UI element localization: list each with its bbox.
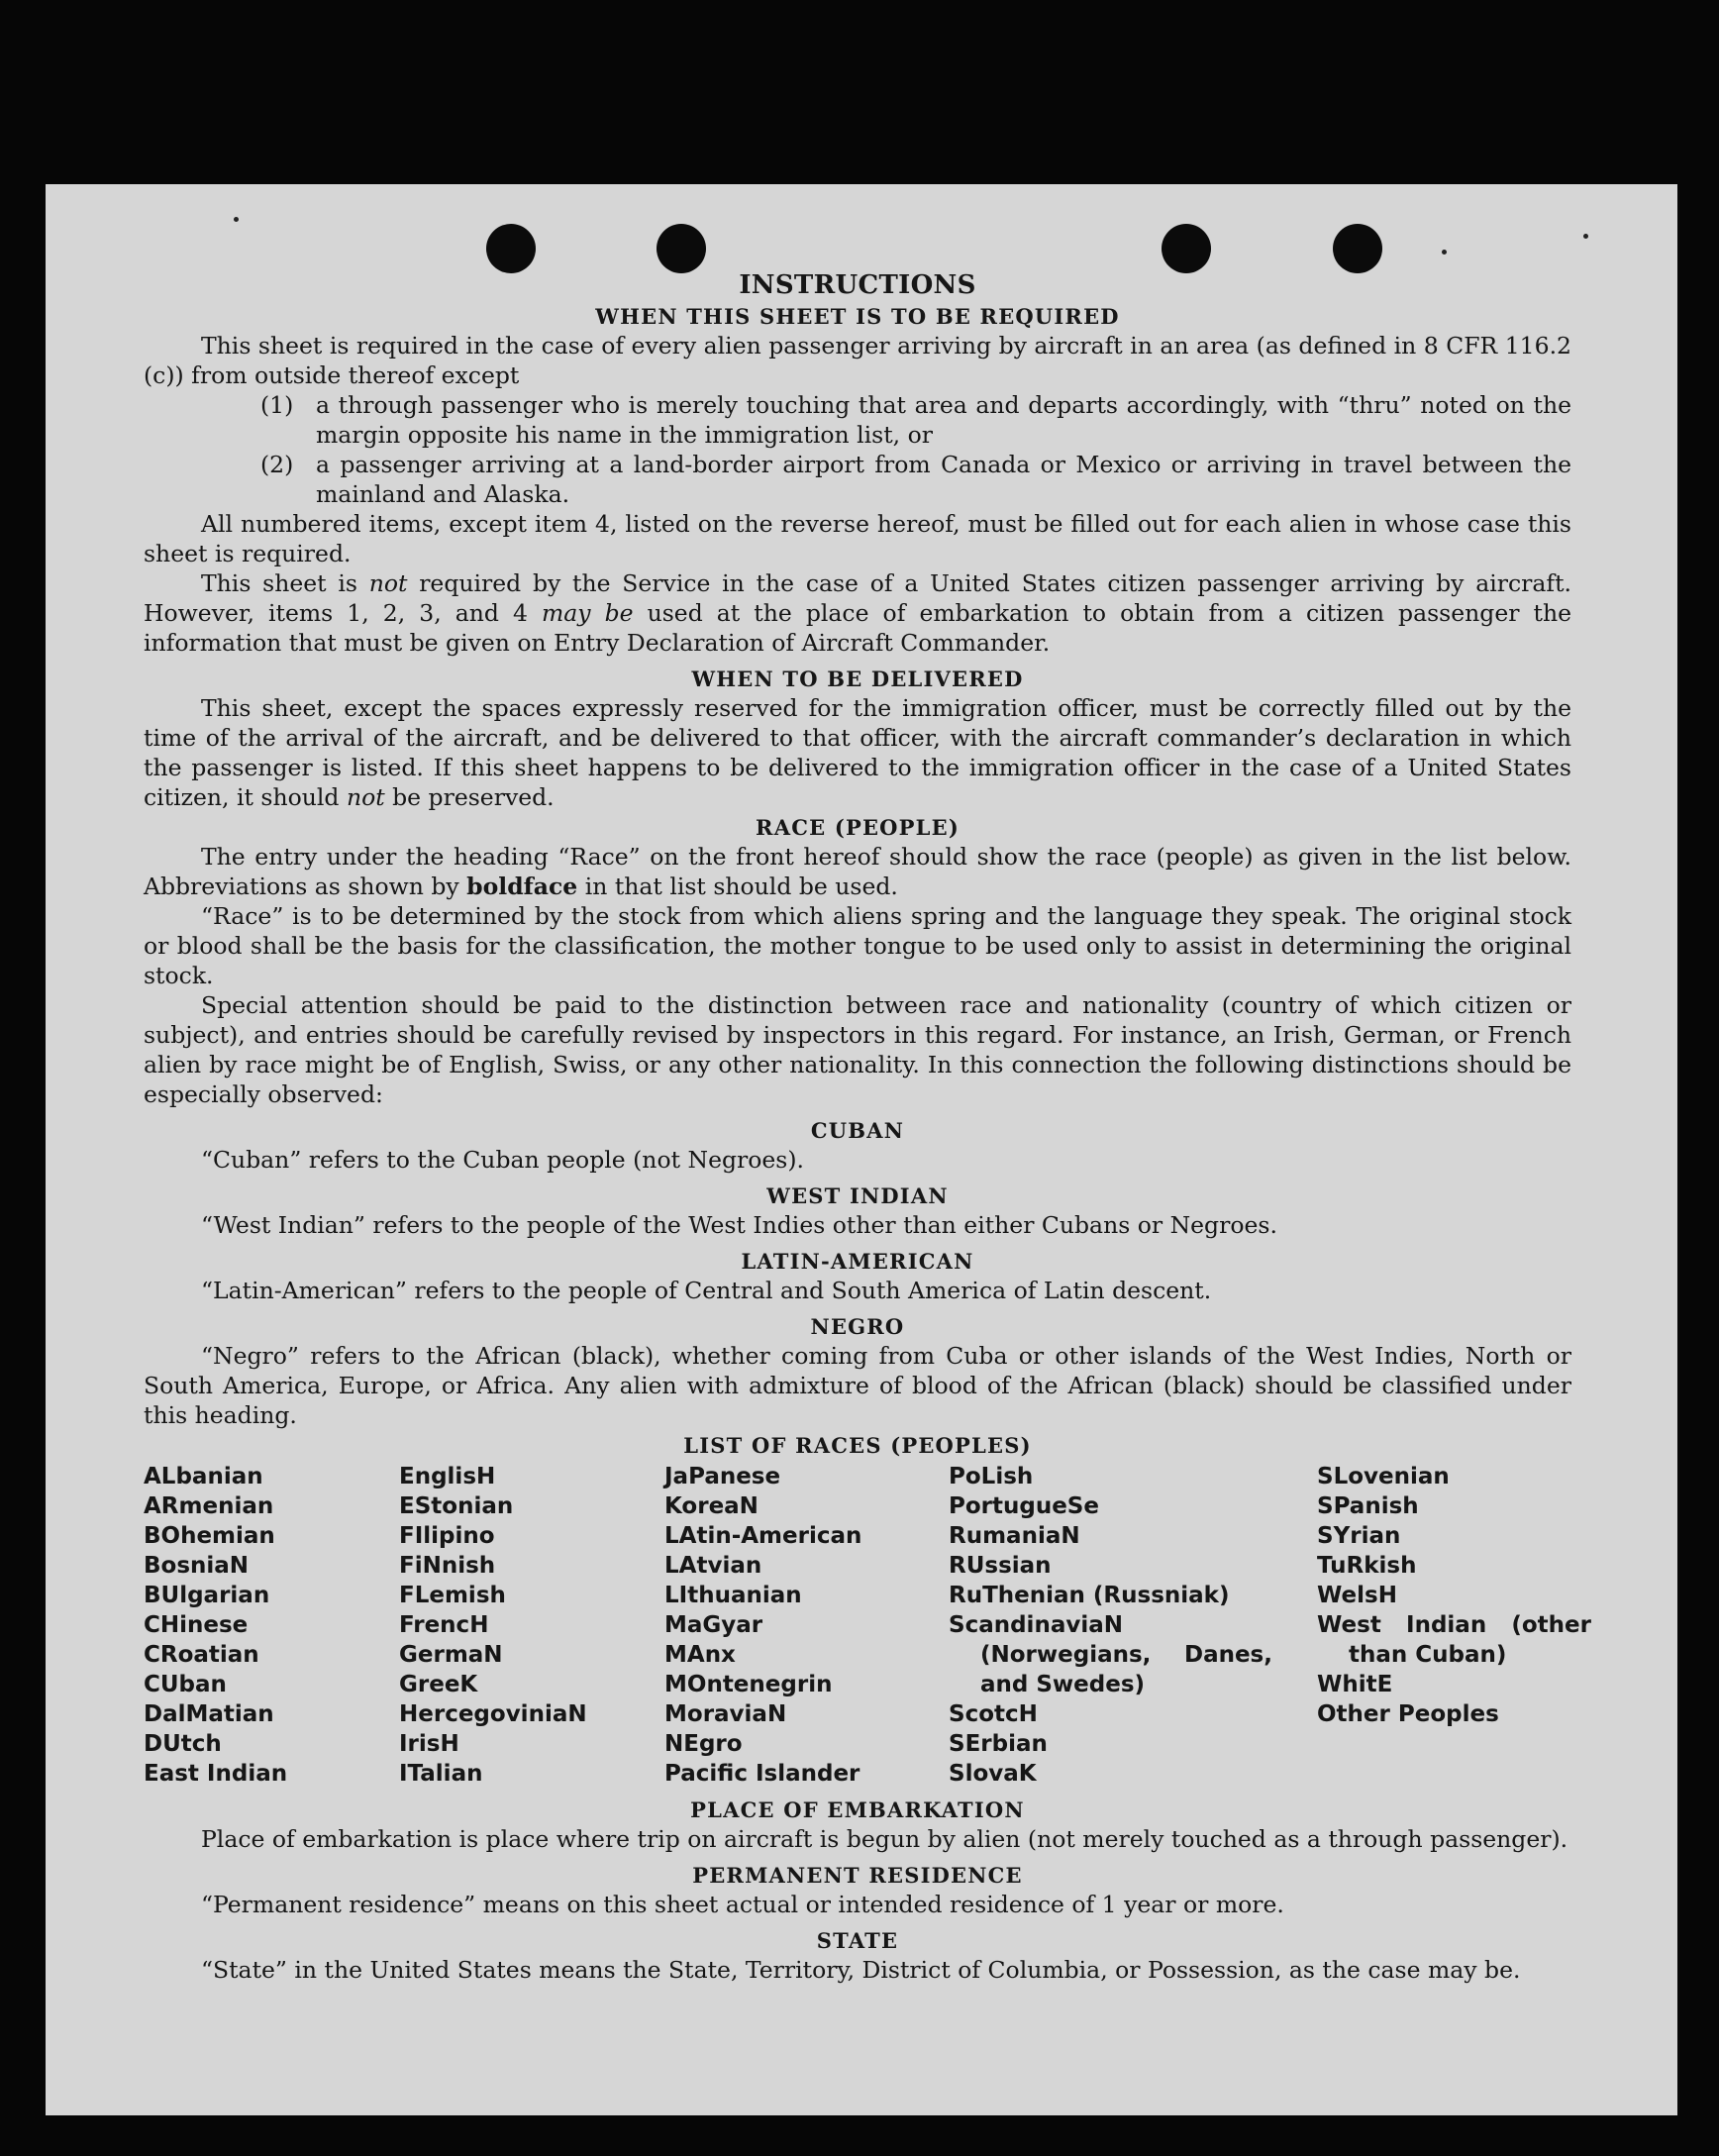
heading-state: STATE — [816, 1928, 899, 1953]
numbered-item — [260, 390, 1571, 450]
race-item: LAtin-American — [664, 1523, 862, 1549]
page-title: INSTRUCTIONS — [739, 270, 976, 300]
race-item: EStonian — [399, 1493, 514, 1519]
paragraph: Special attention should be paid to the distinction between race and nationality (country of which citizen or subject), and entries should be carefully revised by inspectors in this regard. For instance, an Irish, German, or French alien by race might be of English, Swiss, or any other nationality. In this connection the following distinctions should be especially observed: — [144, 991, 1571, 1108]
race-item: FrencH — [399, 1612, 489, 1638]
race-item: WhitE — [1317, 1672, 1393, 1697]
text-run: be preserved. — [384, 783, 555, 811]
paragraph — [144, 568, 1571, 658]
race-item: BosniaN — [144, 1553, 250, 1579]
race-item: WelsH — [1317, 1583, 1397, 1608]
paragraph: “Race” is to be determined by the stock from which aliens spring and the language they speak. The original stock or blood shall be the basis for the classification, the mother tongue to be used only to assist in determining the original stock. — [144, 902, 1571, 989]
heading-permanent-residence: PERMANENT RESIDENCE — [692, 1863, 1023, 1888]
punch-hole — [486, 224, 536, 273]
race-item: CHinese — [144, 1612, 249, 1638]
race-item: East Indian — [144, 1761, 288, 1787]
race-item: FLemish — [399, 1583, 506, 1608]
heading-race: RACE (PEOPLE) — [756, 815, 960, 840]
races-column — [949, 1462, 1317, 1789]
race-item: NEgro — [664, 1731, 743, 1757]
paragraph: This sheet is required in the case of every alien passenger arriving by aircraft in an area (as defined in 8 CFR 116.2 (c)) from outside thereof except — [144, 332, 1571, 389]
race-item: DalMatian — [144, 1701, 274, 1727]
punch-hole — [1162, 224, 1211, 273]
emphasis: may be — [541, 599, 634, 627]
races-list — [144, 1462, 1591, 1789]
race-item: BOhemian — [144, 1523, 275, 1549]
paragraph — [144, 842, 1571, 901]
paragraph: “Cuban” refers to the Cuban people (not Negroes). — [201, 1146, 805, 1174]
punch-hole — [657, 224, 706, 273]
text-run: This sheet, except the spaces expressly reserved for the immigration officer, must be correctly filled out by the time of the arrival of the aircraft, and be delivered to that officer, with the aircraft commander’s declaration in which the passenger is listed. If this sheet happens to be delivered to the immigration officer in the case of a United States citizen, it should — [144, 694, 1571, 811]
race-item: ITalian — [399, 1761, 483, 1787]
document-content — [144, 269, 1591, 1985]
race-item: BUlgarian — [144, 1583, 270, 1608]
text-run: The entry under the heading “Race” on the front hereof should show the race (people) as given in the list below. Abbreviations as shown by — [144, 843, 1571, 900]
emphasis: not — [346, 783, 385, 811]
race-item: Pacific Islander — [664, 1761, 860, 1787]
text-run: used at the place of embarkation to obtain from a citizen passenger the information that must be given on Entry Declaration of Aircraft Commander. — [144, 599, 1571, 657]
race-item: FiNnish — [399, 1553, 496, 1579]
paragraph: All numbered items, except item 4, listed on the reverse hereof, must be filled out for each alien in whose case this sheet is required. — [144, 510, 1571, 567]
text-run: This sheet is — [201, 569, 369, 597]
race-item: MaGyar — [664, 1612, 763, 1638]
race-item: PortugueSe — [949, 1493, 1099, 1519]
item-number: (1) — [260, 391, 294, 419]
speck — [234, 217, 239, 222]
paragraph: “State” in the United States means the State, Territory, District of Columbia, or Possession, as the case may be. — [201, 1956, 1521, 1984]
race-item: SlovaK — [949, 1761, 1037, 1787]
races-column — [664, 1462, 949, 1789]
item-text: a through passenger who is merely touching that area and departs accordingly, with “thru” noted on the margin opposite his name in the immigration list, or — [316, 391, 1571, 449]
race-item: CUban — [144, 1672, 227, 1697]
race-item: TuRkish — [1317, 1553, 1417, 1579]
item-number: (2) — [260, 451, 294, 478]
text-run: in that list should be used. — [577, 873, 898, 900]
paragraph: “West Indian” refers to the people of the West Indies other than either Cubans or Negroes. — [201, 1211, 1277, 1239]
races-column — [1317, 1462, 1591, 1789]
race-item: CRoatian — [144, 1642, 259, 1668]
paragraph: “Latin-American” refers to the people of Central and South America of Latin descent. — [201, 1277, 1212, 1304]
race-item: KoreaN — [664, 1493, 758, 1519]
heading-when-required: WHEN THIS SHEET IS TO BE REQUIRED — [595, 304, 1120, 329]
text-run: required by the Service in the case of a United States citizen passenger arriving by aircraft. However, items 1, 2, 3, and 4 — [144, 569, 1571, 627]
heading-negro: NEGRO — [810, 1314, 905, 1339]
heading-west-indian: WEST INDIAN — [766, 1183, 949, 1208]
race-item: SYrian — [1317, 1523, 1401, 1549]
race-item: FIlipino — [399, 1523, 495, 1549]
race-item: GermaN — [399, 1642, 503, 1668]
race-item: ALbanian — [144, 1464, 263, 1489]
race-item: JaPanese — [664, 1464, 781, 1489]
race-item: LAtvian — [664, 1553, 762, 1579]
speck — [1442, 250, 1447, 255]
race-item: MAnx — [664, 1642, 736, 1668]
paragraph: Place of embarkation is place where trip on aircraft is begun by alien (not merely touched as a through passenger). — [201, 1825, 1568, 1853]
race-item: MOntenegrin — [664, 1672, 833, 1697]
item-text: a passenger arriving at a land-border airport from Canada or Mexico or arriving in travel between the mainland and Alaska. — [316, 451, 1571, 508]
race-item: MoraviaN — [664, 1701, 787, 1727]
race-item: ARmenian — [144, 1493, 274, 1519]
speck — [1583, 234, 1588, 239]
race-item: Other Peoples — [1317, 1701, 1499, 1727]
paragraph — [144, 693, 1571, 812]
race-item: GreeK — [399, 1672, 478, 1697]
paragraph: “Permanent residence” means on this sheet actual or intended residence of 1 year or more. — [201, 1891, 1284, 1918]
punch-hole — [1333, 224, 1382, 273]
race-item: SPanish — [1317, 1493, 1419, 1519]
race-item: ScotcH — [949, 1701, 1038, 1727]
numbered-item — [260, 450, 1571, 509]
race-item: SLovenian — [1317, 1464, 1450, 1489]
race-item: DUtch — [144, 1731, 222, 1757]
heading-list-of-races: LIST OF RACES (PEOPLES) — [683, 1433, 1032, 1458]
heading-when-delivered: WHEN TO BE DELIVERED — [691, 667, 1024, 691]
race-item: West Indian (other than Cuban) — [1317, 1612, 1591, 1668]
heading-latin-american: LATIN-AMERICAN — [741, 1249, 974, 1274]
race-item: EnglisH — [399, 1464, 496, 1489]
race-item: RumaniaN — [949, 1523, 1080, 1549]
race-item: HercegoviniaN — [399, 1701, 587, 1727]
race-item: IrisH — [399, 1731, 459, 1757]
emphasis: not — [368, 569, 408, 597]
race-item: RUssian — [949, 1553, 1052, 1579]
races-column — [144, 1462, 399, 1789]
race-item: RuThenian (Russniak) — [949, 1583, 1230, 1608]
races-column — [399, 1462, 664, 1789]
race-item: PoLish — [949, 1464, 1034, 1489]
race-item: SErbian — [949, 1731, 1048, 1757]
document-sheet — [46, 184, 1677, 2115]
heading-place-of-embarkation: PLACE OF EMBARKATION — [690, 1797, 1025, 1822]
race-item: LIthuanian — [664, 1583, 802, 1608]
heading-cuban: CUBAN — [810, 1118, 905, 1143]
paragraph: “Negro” refers to the African (black), whether coming from Cuba or other islands of the West Indies, North or South America, Europe, or Africa. Any alien with admixture of blood of the African (black) should be classified under this heading. — [144, 1342, 1571, 1429]
race-item: ScandinaviaN (Norwegians, Danes, and Swedes) — [949, 1612, 1272, 1697]
boldface-word: boldface — [466, 873, 578, 900]
